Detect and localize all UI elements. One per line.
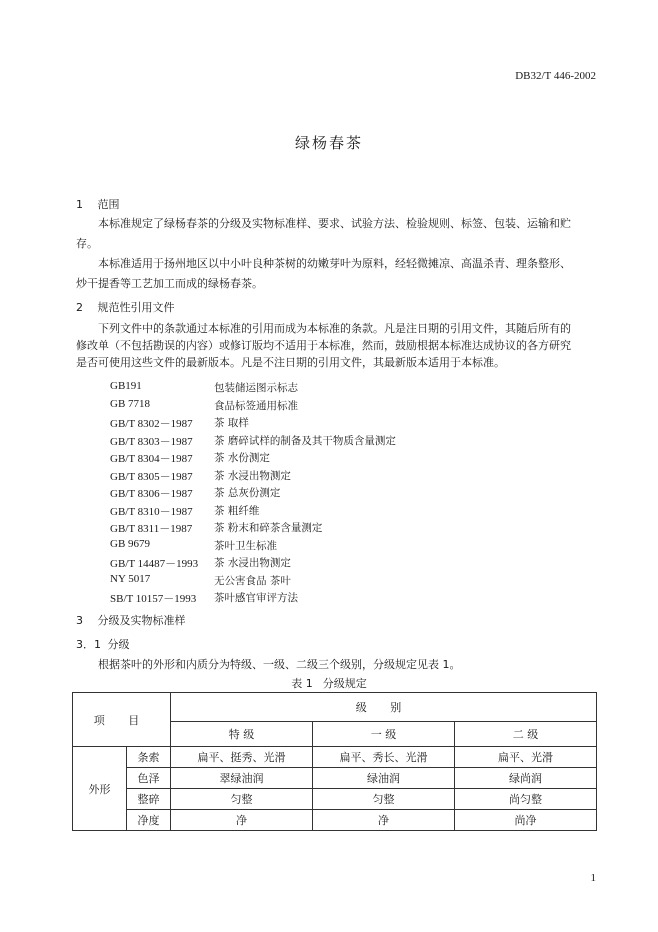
table-cell: 扁平、光滑 [455, 747, 597, 768]
section-number: 3 [76, 614, 83, 627]
table-cell: 净 [313, 810, 455, 831]
reference-title: 茶 磨碎试样的制备及其干物质含量测定 [214, 435, 396, 447]
reference-title: 茶 水份测定 [214, 452, 270, 464]
reference-title: 茶 水浸出物测定 [214, 557, 291, 569]
references-intro [76, 320, 596, 371]
table-number: 表 1 [291, 677, 313, 690]
reference-code: GB 7718 [110, 398, 151, 410]
text-line: 修改单（不包括勘误的内容）或修订版均不适用于本标准，然而，鼓励根据本标准达成协议的各方研究 [76, 339, 571, 352]
reference-title: 茶 取样 [214, 417, 249, 429]
table-cell: 扁平、挺秀、光滑 [171, 747, 313, 768]
section-title: 范围 [97, 198, 120, 211]
section-title: 规范性引用文件 [97, 301, 175, 314]
table-cell: 绿尚润 [455, 768, 597, 789]
text-line: 存。 [76, 237, 98, 250]
row-label: 整碎 [127, 789, 171, 810]
table-cell: 翠绿油润 [171, 768, 313, 789]
text-line: 本标准适用于扬州地区以中小叶良种茶树的幼嫩芽叶为原料，经轻微摊凉、高温杀青、理条整形、 [98, 257, 571, 270]
table-row [73, 768, 597, 789]
table-cell: 匀整 [313, 789, 455, 810]
row-label: 净度 [127, 810, 171, 831]
scope-paragraph-1 [76, 214, 596, 254]
scope-paragraph-2 [76, 254, 596, 294]
item-header: 项 目 [73, 693, 171, 747]
row-label: 色泽 [127, 768, 171, 789]
table-cell: 净 [171, 810, 313, 831]
reference-code: GB/T 8304－1987 [110, 453, 193, 465]
table-caption [0, 675, 658, 691]
reference-title: 茶 粉末和碎茶含量测定 [214, 522, 323, 534]
section-2-heading [76, 299, 175, 315]
row-label: 条索 [127, 747, 171, 768]
standard-code: DB32/T 446-2002 [515, 70, 596, 82]
text-line: 是否可使用这些文件的最新版本。凡是不注日期的引用文件，其最新版本适用于本标准。 [76, 356, 505, 369]
grade-first: 一 级 [313, 722, 455, 747]
reference-title: 茶 水浸出物测定 [214, 470, 291, 482]
reference-code: GB/T 14487－1993 [110, 558, 199, 570]
reference-code: SB/T 10157－1993 [110, 593, 197, 605]
reference-code: GB/T 8311－1987 [110, 523, 193, 535]
reference-code: GB/T 8305－1987 [110, 471, 193, 483]
reference-code: GB/T 8310－1987 [110, 506, 193, 518]
reference-code: GB/T 8302－1987 [110, 418, 193, 430]
reference-title: 食品标签通用标准 [214, 400, 298, 412]
reference-code: GB/T 8306－1987 [110, 488, 193, 500]
grading-table [72, 692, 597, 831]
table-cell: 尚净 [455, 810, 597, 831]
section-3-heading [76, 612, 186, 628]
text-line: 本标准规定了绿杨春茶的分级及实物标准样、要求、试验方法、检验规则、标签、包装、运输和贮 [98, 217, 571, 230]
table-cell: 尚匀整 [455, 789, 597, 810]
reference-title: 茶叶感官审评方法 [214, 592, 298, 604]
grade-second: 二 级 [455, 722, 597, 747]
reference-title: 茶 总灰份测定 [214, 487, 281, 499]
table-cell: 匀整 [171, 789, 313, 810]
reference-code: GB/T 8303－1987 [110, 436, 193, 448]
table-cell: 扁平、秀长、光滑 [313, 747, 455, 768]
table-row [73, 810, 597, 831]
text-line: 炒干提香等工艺加工而成的绿杨春茶。 [76, 277, 263, 290]
grade-special: 特 级 [171, 722, 313, 747]
section-number: 1 [76, 198, 83, 211]
reference-title: 茶叶卫生标准 [214, 540, 277, 552]
reference-code: GB 9679 [110, 538, 151, 550]
section-title: 分级 [107, 638, 130, 651]
table-cell: 绿油润 [313, 768, 455, 789]
section-number: 3．1 [76, 638, 101, 651]
section-3-1-heading [76, 636, 130, 652]
section-number: 2 [76, 301, 83, 314]
reference-title: 无公害食品 茶叶 [214, 575, 291, 587]
table-row [73, 789, 597, 810]
text-line: 下列文件中的条款通过本标准的引用而成为本标准的条款。凡是注日期的引用文件，其随后所有的 [98, 322, 571, 335]
grade-header: 级 别 [171, 693, 597, 722]
reference-title: 包装储运图示标志 [214, 382, 298, 394]
page-number: 1 [590, 872, 596, 884]
section-1-heading [76, 196, 120, 212]
table-header-row [73, 693, 597, 722]
section-title: 分级及实物标准样 [97, 614, 186, 627]
group-label: 外形 [73, 747, 127, 831]
reference-code: NY 5017 [110, 573, 151, 585]
document-title: 绿杨春茶 [294, 134, 363, 152]
table-row [73, 747, 597, 768]
reference-code: GB191 [110, 380, 142, 392]
reference-title: 茶 粗纤维 [214, 505, 260, 517]
grading-text: 根据茶叶的外形和内质分为特级、一级、二级三个级别，分级规定见表 1。 [98, 658, 461, 671]
table-title: 分级规定 [322, 677, 367, 690]
